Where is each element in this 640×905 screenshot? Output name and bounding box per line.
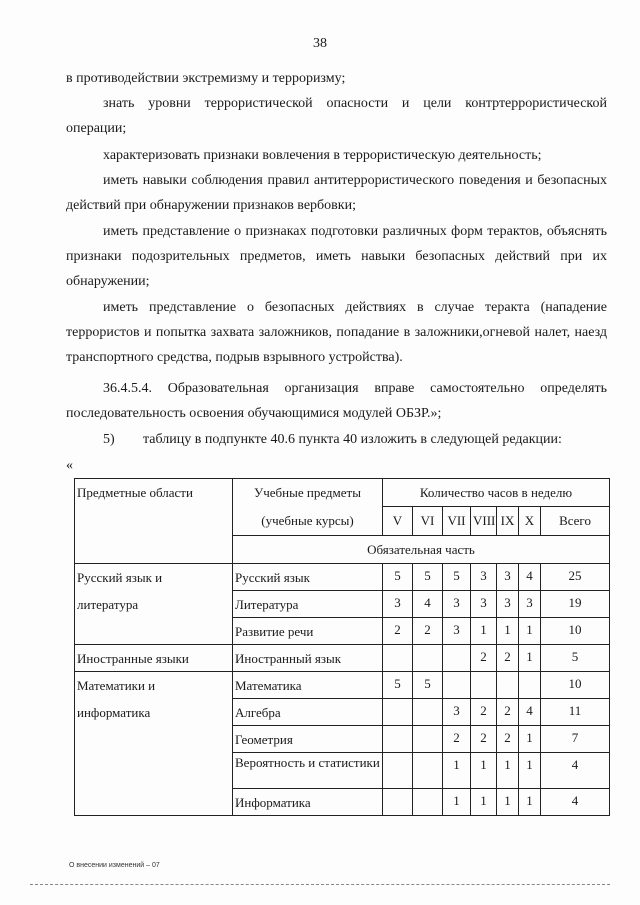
paragraph-1: в противодействии экстремизму и терроризму;	[66, 71, 346, 86]
section-mandatory: Обязательная часть	[233, 536, 610, 564]
hours-cell: 1	[519, 726, 541, 753]
hours-cell	[471, 672, 497, 699]
hours-cell	[383, 789, 413, 816]
hours-cell	[497, 672, 519, 699]
header-hours: Количество часов в неделю	[383, 479, 610, 507]
hours-cell: 4	[519, 699, 541, 726]
hours-cell: 1	[519, 645, 541, 672]
total-cell: 7	[541, 726, 610, 753]
total-cell: 19	[541, 591, 610, 618]
total-cell: 5	[541, 645, 610, 672]
subject-name: Геометрия	[233, 726, 383, 753]
total-cell: 11	[541, 699, 610, 726]
subject-name: Развитие речи	[233, 618, 383, 645]
total-cell: 10	[541, 672, 610, 699]
header-courses: (учебные курсы)	[233, 507, 383, 536]
hours-cell: 2	[497, 699, 519, 726]
hours-cell	[383, 699, 413, 726]
footer-note: О внесении изменений – 07	[69, 862, 160, 869]
hours-cell	[413, 699, 443, 726]
hours-cell: 2	[413, 618, 443, 645]
hours-cell: 2	[471, 699, 497, 726]
hours-cell: 3	[471, 564, 497, 591]
subject-name: Русский язык	[233, 564, 383, 591]
header-subjects: Учебные предметы	[233, 479, 383, 507]
hours-cell: 2	[471, 726, 497, 753]
hours-cell	[383, 726, 413, 753]
grade-header: VI	[413, 507, 443, 536]
hours-cell: 1	[497, 618, 519, 645]
hours-cell: 3	[443, 618, 471, 645]
subject-name: Вероятность и статистики	[233, 753, 383, 789]
grade-header: VIII	[471, 507, 497, 536]
paragraph-2: знать уровни террористической опасности и цели контртеррористической операции;	[66, 96, 607, 136]
grade-header: IX	[497, 507, 519, 536]
hours-cell: 1	[471, 789, 497, 816]
subject-name: Математика	[233, 672, 383, 699]
total-cell: 10	[541, 618, 610, 645]
paragraph-5: иметь представление о признаках подготовки различных форм терактов, объяснять признаки подозрительных предметов, иметь навыки безопасных действий при их обнаружении;	[66, 224, 607, 289]
hours-cell: 5	[443, 564, 471, 591]
hours-cell: 3	[471, 591, 497, 618]
total-cell: 25	[541, 564, 610, 591]
hours-cell: 3	[443, 591, 471, 618]
hours-cell: 2	[383, 618, 413, 645]
grade-header: VII	[443, 507, 471, 536]
paragraph-6: иметь представление о безопасных действиях в случае теракта (нападение террористов и попытка захвата заложников, попадание в заложники,огневой налет, наезд транспортного средства, подрыв взрывного устройства).	[66, 300, 607, 365]
hours-cell: 2	[443, 726, 471, 753]
paragraph-3: характеризовать признаки вовлечения в террористическую деятельность;	[103, 148, 542, 163]
hours-cell: 4	[413, 591, 443, 618]
area-math-line2: информатика	[77, 705, 151, 720]
hours-cell: 5	[383, 672, 413, 699]
area-russian	[75, 564, 233, 645]
subject-name: Алгебра	[233, 699, 383, 726]
item-number: 5)	[103, 432, 115, 447]
hours-cell: 3	[497, 564, 519, 591]
hours-cell: 3	[519, 591, 541, 618]
hours-cell: 1	[519, 618, 541, 645]
total-cell: 4	[541, 753, 610, 789]
hours-cell: 1	[519, 753, 541, 789]
area-foreign: Иностранные языки	[75, 645, 233, 672]
hours-cell: 5	[413, 564, 443, 591]
paragraph-8	[103, 427, 607, 452]
hours-cell: 3	[383, 591, 413, 618]
hours-cell: 5	[383, 564, 413, 591]
hours-cell: 1	[519, 789, 541, 816]
hours-cell	[383, 645, 413, 672]
subject-name: Иностранный язык	[233, 645, 383, 672]
hours-cell	[443, 645, 471, 672]
hours-cell	[413, 726, 443, 753]
hours-cell	[413, 789, 443, 816]
hours-cell: 3	[497, 591, 519, 618]
hours-cell: 1	[471, 753, 497, 789]
scan-divider	[30, 884, 610, 885]
header-areas: Предметные области	[75, 479, 233, 564]
subject-name: Информатика	[233, 789, 383, 816]
hours-cell: 1	[443, 753, 471, 789]
total-cell: 4	[541, 789, 610, 816]
hours-cell: 1	[443, 789, 471, 816]
area-math	[75, 672, 233, 816]
subject-name: Литература	[233, 591, 383, 618]
hours-cell: 1	[497, 789, 519, 816]
hours-cell: 1	[497, 753, 519, 789]
paragraph-4: иметь навыки соблюдения правил антитеррористического поведения и безопасных действий при обнаружении признаков вербовки;	[66, 173, 607, 213]
hours-table	[74, 478, 610, 816]
area-math-line1: Математики и	[77, 678, 156, 693]
page-number: 38	[313, 36, 327, 51]
paragraph-7: 36.4.5.4. Образовательная организация вправе самостоятельно определять последовательность освоения обучающимися модулей ОБЗР.»;	[66, 381, 607, 421]
hours-cell	[413, 753, 443, 789]
total-header: Всего	[541, 507, 610, 536]
hours-cell: 2	[497, 645, 519, 672]
opening-quote: «	[66, 458, 73, 473]
hours-cell: 3	[443, 699, 471, 726]
hours-cell: 5	[413, 672, 443, 699]
hours-cell: 2	[497, 726, 519, 753]
area-russian-line2: литература	[77, 597, 139, 612]
hours-cell	[413, 645, 443, 672]
hours-cell	[383, 753, 413, 789]
area-russian-line1: Русский язык и	[77, 570, 163, 585]
hours-cell: 2	[471, 645, 497, 672]
grade-header: V	[383, 507, 413, 536]
item-text: таблицу в подпункте 40.6 пункта 40 изложить в следующей редакции:	[143, 432, 562, 447]
hours-cell: 4	[519, 564, 541, 591]
hours-cell	[443, 672, 471, 699]
grade-header: X	[519, 507, 541, 536]
hours-cell: 1	[471, 618, 497, 645]
hours-cell	[519, 672, 541, 699]
